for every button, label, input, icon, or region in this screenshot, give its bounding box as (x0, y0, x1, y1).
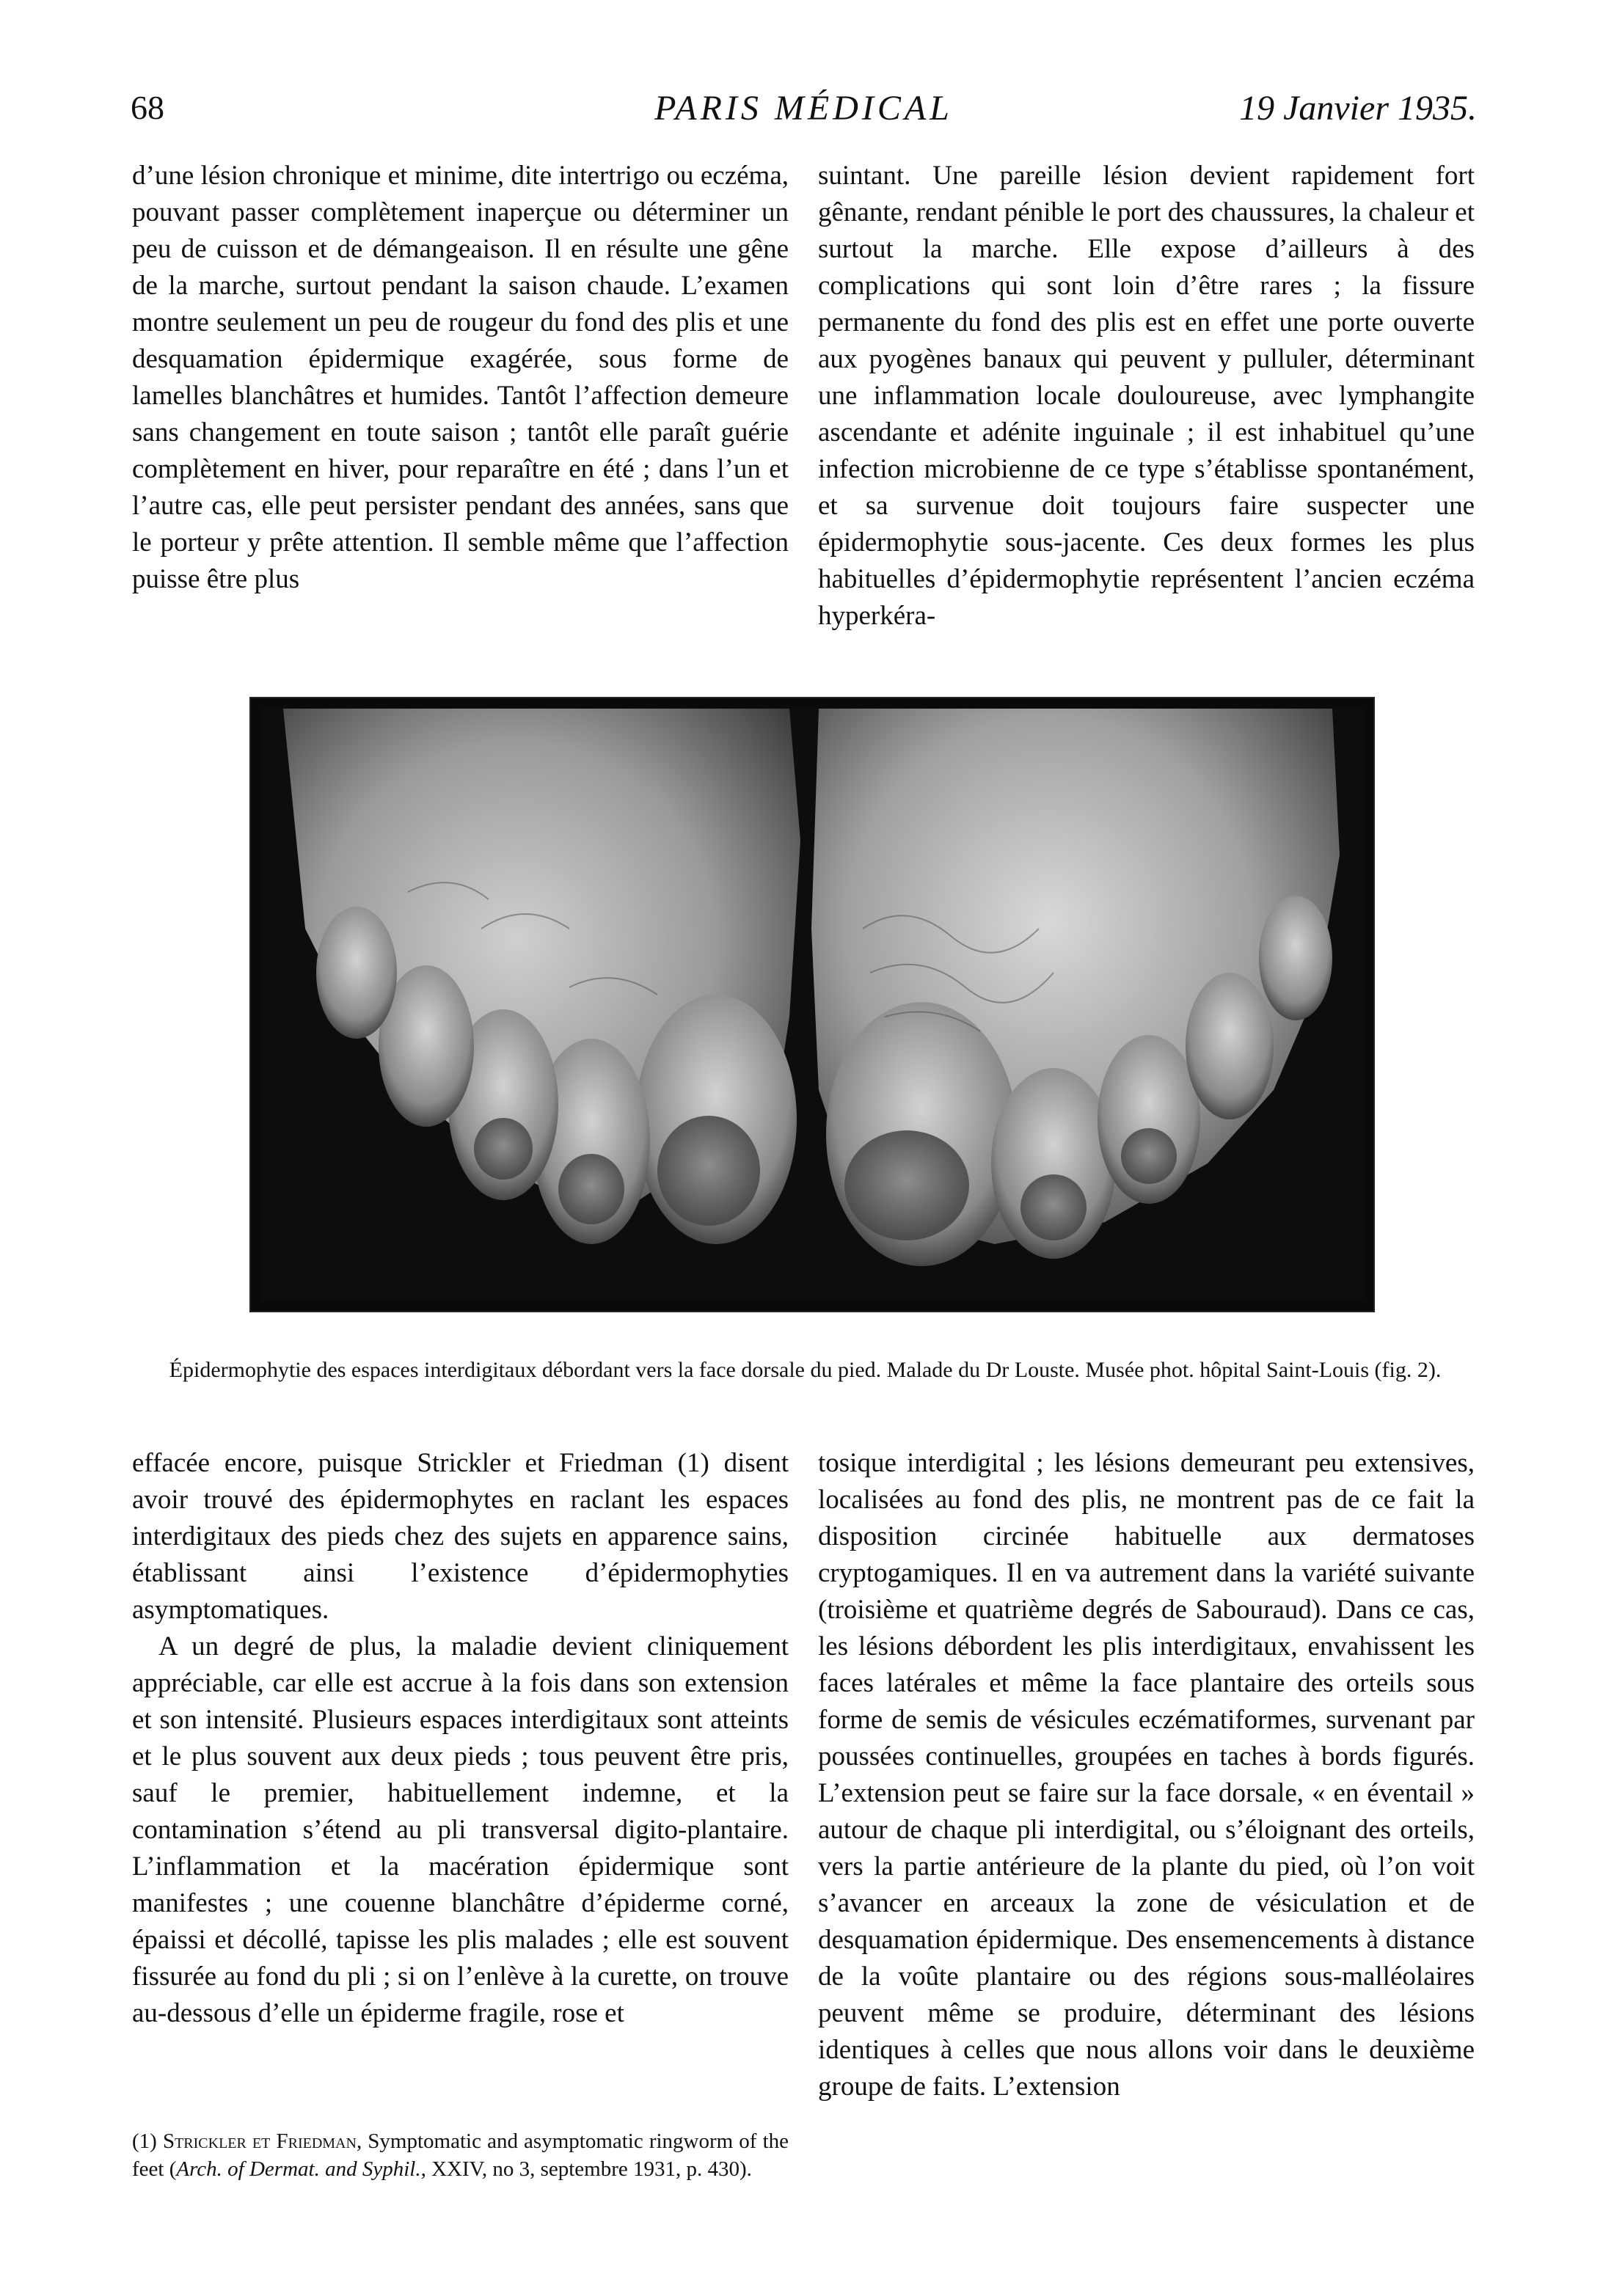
footnote-marker: (1) (132, 2129, 157, 2153)
journal-title: PARIS MÉDICAL (654, 89, 953, 128)
paragraph: d’une lésion chronique et minime, dite intertrigo ou eczéma, pouvant passer complètement inaperçue ou déterminer un peu de cuisson et de démangeaison. Il en résulte une gêne de la marche, surtout pendant la saison chaude. L’examen montre seulement un peu de rougeur du fond des plis et une desquamation épidermique exagérée, sous forme de lamelles blanchâtres et humides. Tantôt l’affection demeure sans changement en toute saison ; tantôt elle paraît guérie complètement en hiver, pour reparaître en été ; dans l’un et l’autre cas, elle peut persister pendant des années, sans que le porteur y prête attention. Il semble même que l’affection puisse être plus (132, 161, 789, 594)
footnote-details: , XXIV, no 3, septembre 1931, p. 430). (420, 2157, 752, 2181)
figure-photograph (249, 697, 1375, 1312)
figure-caption: Épidermophytie des espaces interdigitaux débordant vers la face dorsale du pied. Malade du Dr Louste. Musée phot. hôpital Saint-Louis (fig. 2). (169, 1358, 1442, 1382)
footnote-title: , Symptomatic and asymptomatic ringworm of the feet ( (132, 2129, 789, 2181)
paragraph: tosique interdigital ; les lésions demeurant peu extensives, localisées au fond des plis, ne montrent pas de ce fait la disposition circinée habituelle aux dermatoses cryptogamiques. Il en va autrement dans la variété suivante (troisième et quatrième degrés de Sabouraud). Dans ce cas, les lésions débordent les plis interdigitaux, envahissent les faces latérales et même la face plantaire des orteils sous forme de semis de vésicules eczématiformes, survenant par poussées continuelles, groupées en taches à bords figurés. L’extension peut se faire sur la face dorsale, « en éventail » autour de chaque pli interdigital, ou s’éloignant des orteils, vers la partie antérieure de la plante du pied, où l’on voit s’avancer en arceaux la zone de vésiculation et de desquamation épidermique. Des ensemencements à distance de la voûte plantaire ou des régions sous-malléolaires peuvent même se produire, déterminant des lésions identiques à celles que nous allons voir dans le deuxième groupe de faits. L’extension (818, 1448, 1475, 2102)
footnote (132, 2127, 789, 2183)
bottom-left-column (132, 1445, 789, 2032)
feet-photograph-image (261, 709, 1363, 1301)
top-left-column (132, 158, 789, 598)
page-header (131, 88, 1477, 139)
paragraph: suintant. Une pareille lésion devient rapidement fort gênante, rendant pénible le port des chaussures, la chaleur et surtout la marche. Elle expose d’ailleurs à des complications qui sont loin d’être rares ; la fissure permanente du fond des plis est en effet une porte ouverte aux pyogènes banaux qui peuvent y pulluler, déterminant une inflammation locale douloureuse, avec lymphangite ascendante et adénite inguinale ; il est inhabituel qu’une infection microbienne de ce type s’établisse spontanément, et sa survenue doit toujours faire suspecter une épidermophytie sous-jacente. Ces deux formes les plus habituelles d’épidermophytie représentent l’ancien eczéma hyperkéra- (818, 161, 1475, 631)
top-right-column (818, 158, 1475, 635)
page-number: 68 (131, 89, 164, 126)
footnote-journal: Arch. of Dermat. and Syphil. (176, 2157, 421, 2181)
paragraph: effacée encore, puisque Strickler et Friedman (1) disent avoir trouvé des épidermophytes en raclant les espaces interdigitaux des pieds chez des sujets en apparence sains, établissant ainsi l’existence d’épidermophyties asymptomatiques. (132, 1448, 789, 1625)
bottom-right-column (818, 1445, 1475, 2105)
footnote-authors: Strickler et Friedman (162, 2129, 357, 2153)
paragraph: A un degré de plus, la maladie devient cliniquement appréciable, car elle est accrue à la fois dans son extension et son intensité. Plusieurs espaces interdigitaux sont atteints et le plus souvent aux deux pieds ; tous peuvent être pris, sauf le premier, habituellement indemne, et la contamination s’étend au pli transversal digito-plantaire. L’inflammation et la macération épidermique sont manifestes ; une couenne blanchâtre d’épiderme corné, épaissi et décollé, tapisse les plis malades ; elle est souvent fissurée au fond du pli ; si on l’enlève à la curette, on trouve au-dessous d’elle un épiderme fragile, rose et (132, 1631, 789, 2028)
issue-date: 19 Janvier 1935. (1239, 89, 1477, 128)
